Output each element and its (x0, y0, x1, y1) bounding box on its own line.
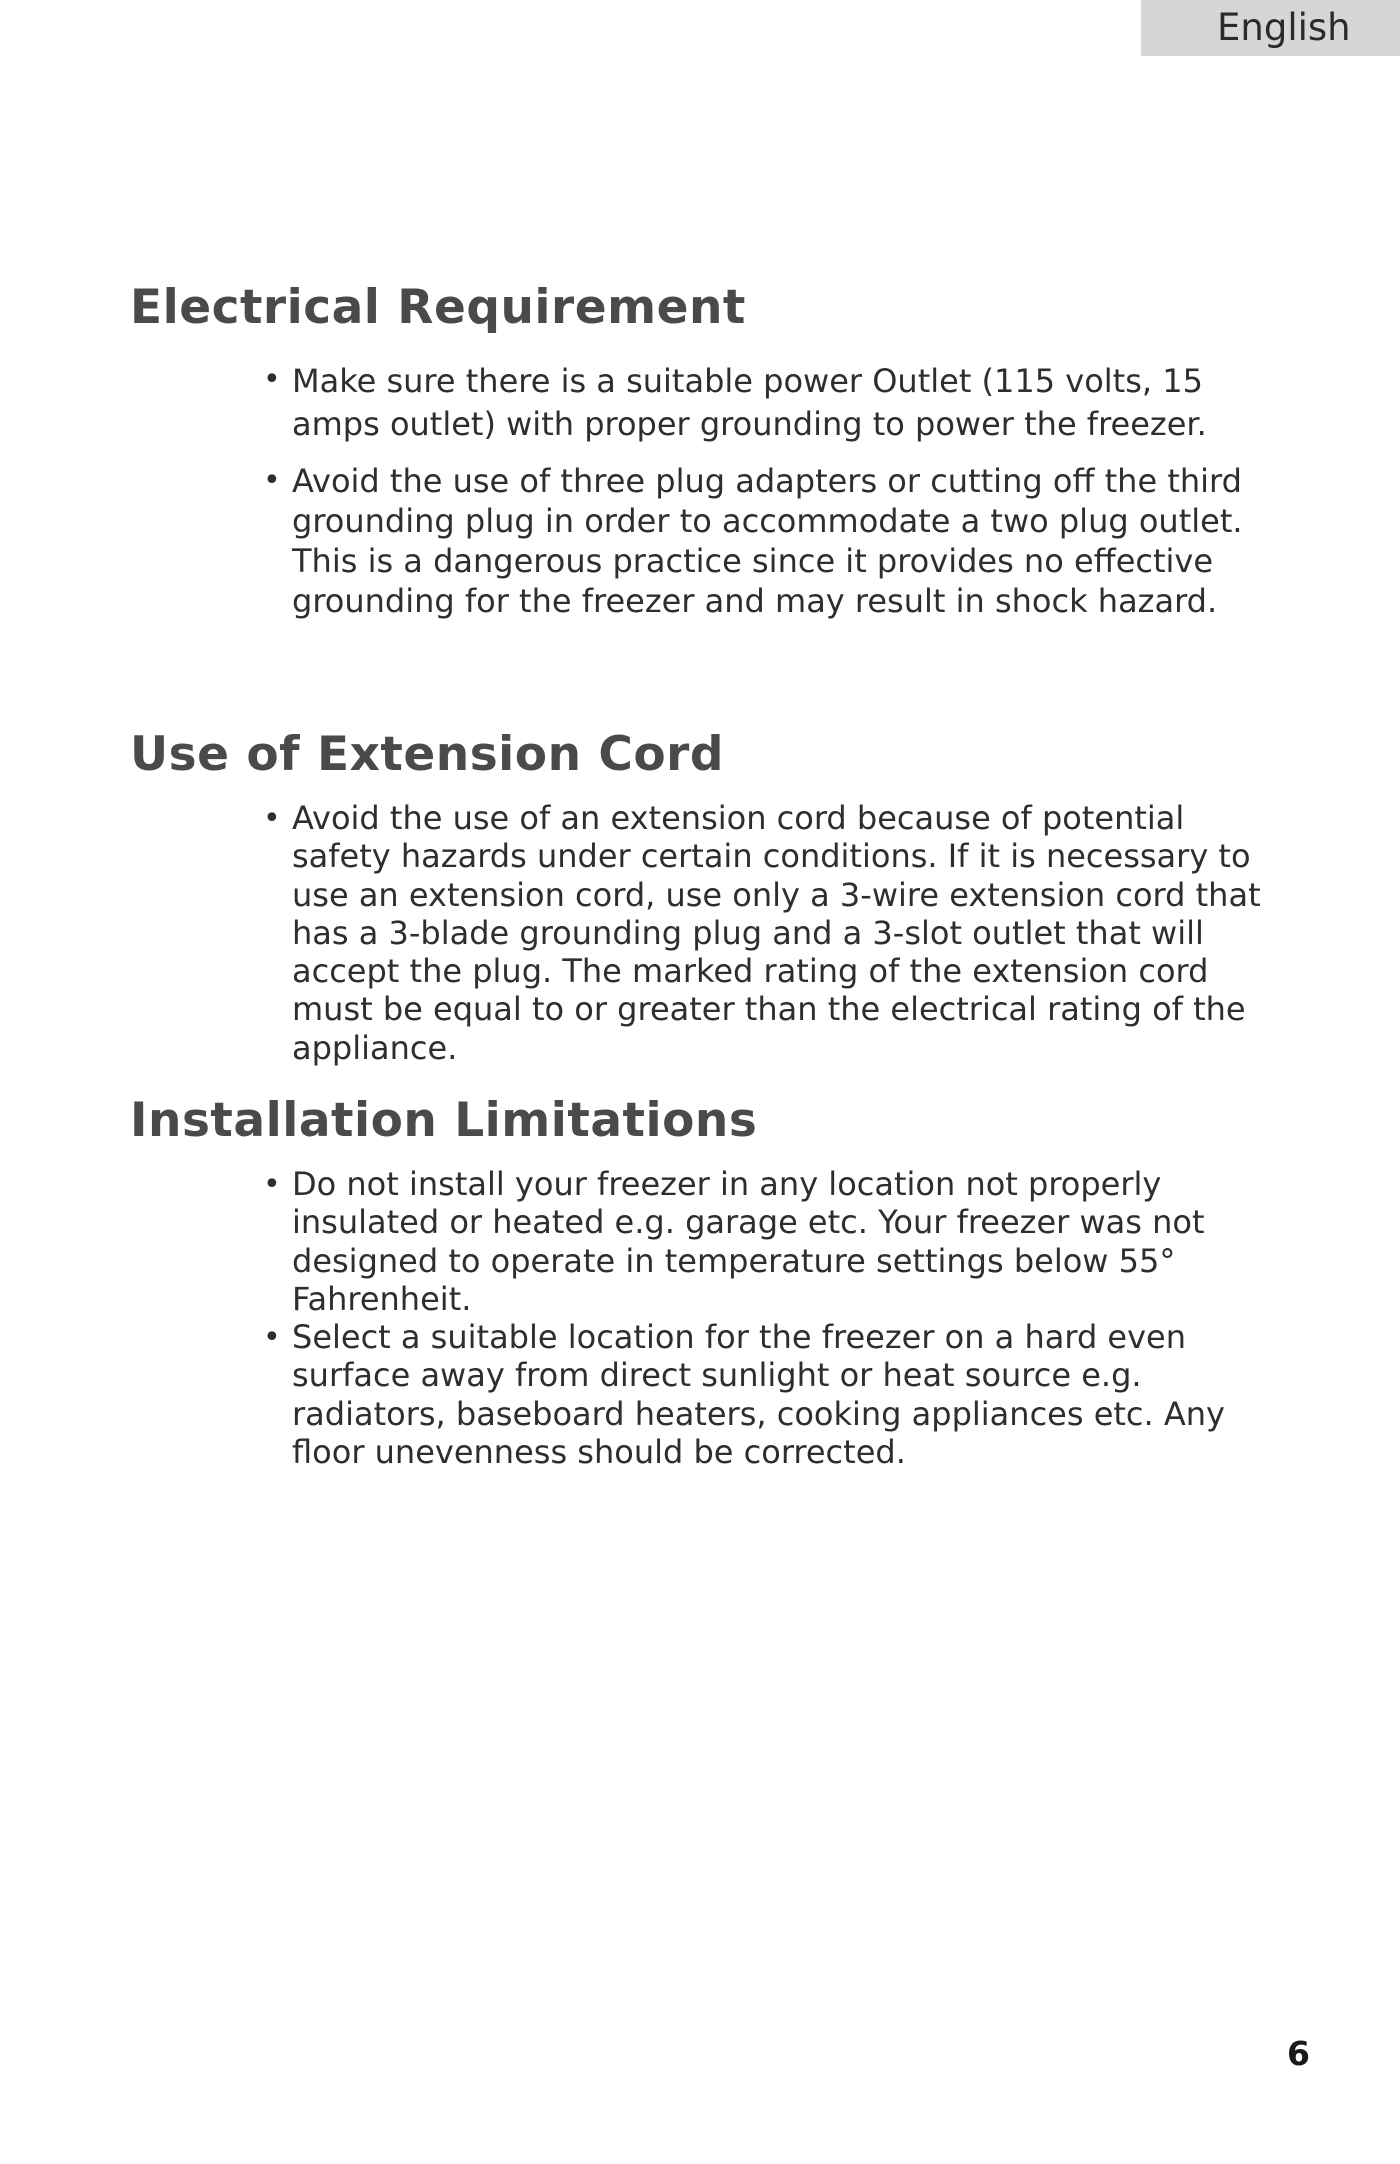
list-item-text: Avoid the use of an extension cord because of potential safety hazards under certain conditions. If it is necessary to use an extension cord, use only a 3-wire extension cord that has a 3-blade grounding plug and a 3-slot outlet that will accept the plug. The marked rating of the extension cord must be equal to or greater than the electrical rating of the appliance. (292, 799, 1261, 1067)
list-item-text: Do not install your freezer in any location not properly insulated or heated e.g. garage etc. Your freezer was not designed to operate in temperature settings below 55° Fahrenheit. (292, 1165, 1205, 1318)
section-installation-limitations (130, 1091, 1280, 1471)
list-item-text: Avoid the use of three plug adapters or cutting off the third grounding plug in order to accommodate a two plug outlet. This is a dangerous practice since it provides no effective grounding for the freezer and may result in shock hazard. (292, 462, 1243, 620)
section-title: Installation Limitations (130, 1093, 758, 1148)
section-title: Use of Extension Cord (130, 727, 725, 782)
bullet-icon: • (263, 1167, 281, 1202)
section-use-of-extension-cord (130, 725, 1280, 1067)
list-item (130, 360, 1280, 446)
section-title: Electrical Requirement (130, 280, 746, 335)
bullet-icon: • (263, 1320, 281, 1356)
list-item-text: Make sure there is a suitable power Outlet (115 volts, 15 amps outlet) with proper grounding to power the freezer. (292, 362, 1207, 443)
list-item (130, 461, 1280, 621)
bullet-icon: • (263, 362, 281, 397)
page-number: 6 (1287, 2034, 1310, 2073)
list-item (130, 1165, 1280, 1318)
list-item-text: Select a suitable location for the freezer on a hard even surface away from direct sunlight or heat source e.g. radiators, baseboard heaters, cooking appliances etc. Any floor unevenness should be corrected. (292, 1318, 1225, 1472)
list-item (130, 799, 1280, 1067)
bullet-list (130, 1165, 1280, 1471)
bullet-list (130, 799, 1280, 1067)
list-item (130, 1318, 1280, 1471)
bullet-icon: • (263, 801, 281, 836)
section-electrical-requirement (130, 278, 1280, 621)
bullet-list (130, 360, 1280, 621)
language-tab-label: English (1217, 6, 1351, 49)
bullet-icon: • (263, 463, 281, 498)
language-tab[interactable] (1141, 0, 1400, 56)
